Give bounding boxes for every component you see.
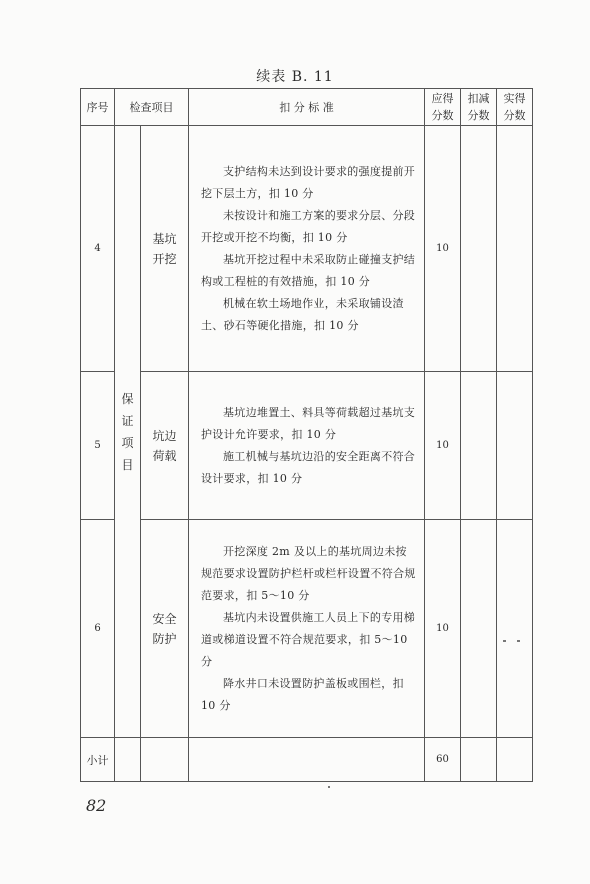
due-score: 10 bbox=[425, 126, 461, 372]
actual-score bbox=[497, 372, 533, 520]
header-row bbox=[81, 89, 533, 126]
table-caption: 续表 B. 11 bbox=[256, 69, 334, 85]
row-index: 6 bbox=[81, 520, 115, 738]
check-item: 基坑 开挖 bbox=[141, 126, 189, 372]
scan-speck bbox=[503, 640, 506, 642]
header-criteria: 扣 分 标 准 bbox=[189, 89, 425, 126]
header-deduct-score bbox=[461, 89, 497, 126]
header-actual-line1: 实得 bbox=[503, 92, 526, 105]
deduct-score bbox=[461, 126, 497, 372]
actual-score bbox=[497, 520, 533, 738]
header-due-score bbox=[425, 89, 461, 126]
deduct-score bbox=[461, 372, 497, 520]
header-actual-line2: 分数 bbox=[503, 109, 526, 122]
subtotal-deduct-score bbox=[461, 738, 497, 782]
deduct-score bbox=[461, 520, 497, 738]
subtotal-row bbox=[81, 738, 533, 782]
page-number: 82 bbox=[86, 796, 107, 815]
check-item: 安全 防护 bbox=[141, 520, 189, 738]
deduction-criteria: 开挖深度 2m 及以上的基坑周边未按规范要求设置防护栏杆或栏杆设置不符合规范要求，扣 5～10 分 基坑内未设置供施工人员上下的专用梯道或梯道设置不符合规范要求，扣 5～10 分 降水井口未设置防护盖板或围栏，扣 10 分 bbox=[189, 520, 425, 738]
subtotal-criteria-empty bbox=[189, 738, 425, 782]
deduction-criteria: 基坑边堆置土、料具等荷载超过基坑支护设计允许要求，扣 10 分 施工机械与基坑边沿的安全距离不符合设计要求，扣 10 分 bbox=[189, 372, 425, 520]
subtotal-actual-score bbox=[497, 738, 533, 782]
group-label-guarantee-items: 保 证 项 目 bbox=[115, 126, 141, 738]
deduction-criteria: 支护结构未达到设计要求的强度提前开挖下层土方，扣 10 分 未按设计和施工方案的要求分层、分段开挖或开挖不均衡，扣 10 分 基坑开挖过程中未采取防止碰撞支护结构或工程桩的有效措施，扣 10 分 机械在软土场地作业，未采取铺设渣土、砂石等硬化措施，扣 10 分 bbox=[189, 126, 425, 372]
table-row bbox=[81, 372, 533, 520]
actual-score bbox=[497, 126, 533, 372]
row-index: 5 bbox=[81, 372, 115, 520]
header-due-line1: 应得 bbox=[431, 92, 454, 105]
due-score: 10 bbox=[425, 520, 461, 738]
table-row bbox=[81, 520, 533, 738]
scan-speck bbox=[328, 786, 330, 788]
subtotal-item-empty bbox=[141, 738, 189, 782]
header-deduct-line1: 扣减 bbox=[467, 92, 490, 105]
header-index: 序号 bbox=[81, 89, 115, 126]
deduction-table bbox=[80, 88, 533, 782]
row-index: 4 bbox=[81, 126, 115, 372]
header-deduct-line2: 分数 bbox=[467, 109, 490, 122]
table-row bbox=[81, 126, 533, 372]
subtotal-group-empty bbox=[115, 738, 141, 782]
check-item: 坑边 荷载 bbox=[141, 372, 189, 520]
subtotal-due-score: 60 bbox=[425, 738, 461, 782]
due-score: 10 bbox=[425, 372, 461, 520]
header-due-line2: 分数 bbox=[431, 109, 454, 122]
header-check-item: 检查项目 bbox=[115, 89, 189, 126]
header-actual-score bbox=[497, 89, 533, 126]
scan-speck bbox=[517, 640, 520, 642]
subtotal-label: 小计 bbox=[81, 738, 115, 782]
